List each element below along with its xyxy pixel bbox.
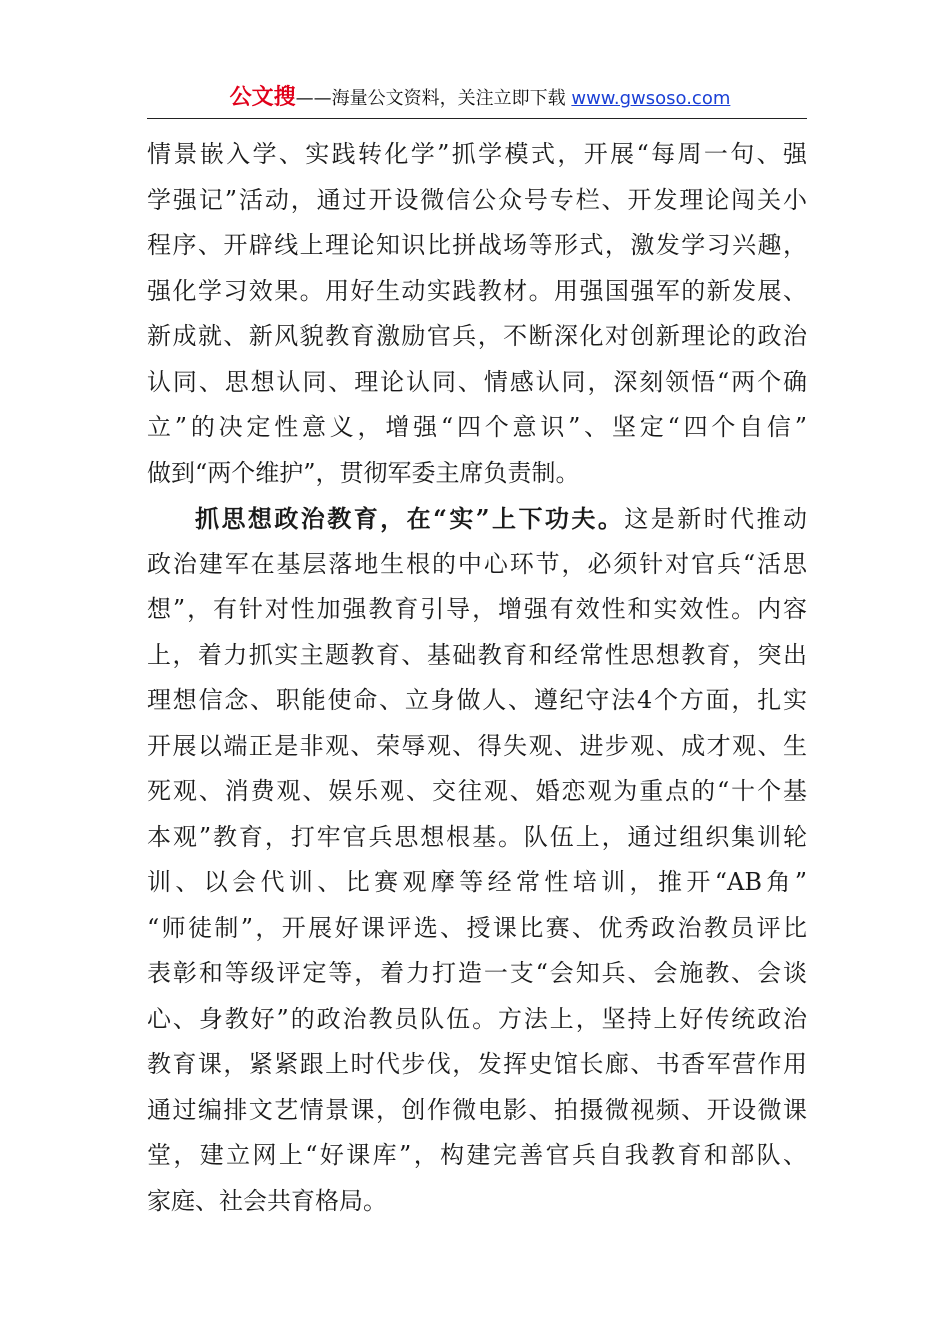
paragraph-1	[147, 132, 807, 496]
text-line: 强化学习效果。用好生动实践教材。用强国强军的新发展、	[147, 276, 807, 305]
text-line: 堂，建立网上“好课库”，构建完善官兵自我教育和部队、	[147, 1141, 807, 1169]
text-line: 程序、开辟线上理论知识比拼战场等形式，激发学习兴趣，	[147, 231, 807, 259]
text-line: 上，着力抓实主题教育、基础教育和经常性思想教育，突出	[147, 640, 807, 669]
text-line: 想”，有针对性加强教育引导，增强有效性和实效性。内容	[147, 595, 807, 623]
text-line: 立”的决定性意义，增强“四个意识”、坚定“四个自信”	[147, 413, 807, 441]
paragraph-2-first-line	[147, 496, 807, 542]
text-line: 理想信念、职能使命、立身做人、遵纪守法4个方面，扎实	[147, 686, 807, 714]
header-divider	[147, 118, 807, 119]
section-heading: 抓思想政治教育，在“实”上下功夫。	[195, 504, 625, 533]
text-line: 训、以会代训、比赛观摩等经常性培训，推开“AB角”	[147, 868, 807, 896]
text-line: 心、身教好”的政治教员队伍。方法上，坚持上好传统政治	[147, 1004, 807, 1033]
page-header	[150, 80, 810, 116]
text-line: 新成就、新风貌教育激励官兵，不断深化对创新理论的政治	[147, 322, 807, 350]
text-line: 本观”教育，打牢官兵思想根基。队伍上，通过组织集训轮	[147, 822, 807, 851]
text-line: “师徒制”，开展好课评选、授课比赛、优秀政治教员评比	[147, 913, 807, 942]
document-body	[147, 132, 807, 1224]
text-line: 做到“两个维护”，贯彻军委主席负责制。	[147, 458, 580, 487]
text-line: 表彰和等级评定等，着力打造一支“会知兵、会施教、会谈	[147, 959, 807, 987]
text-span: 这是新时代推动	[624, 505, 808, 533]
text-line: 情景嵌入学、实践转化学”抓学模式，开展“每周一句、强	[147, 140, 807, 168]
text-line: 教育课，紧紧跟上时代步伐，发挥史馆长廊、书香军营作用	[147, 1050, 807, 1078]
text-line: 死观、消费观、娱乐观、交往观、婚恋观为重点的“十个基	[147, 777, 807, 805]
text-line: 政治建军在基层落地生根的中心环节，必须针对官兵“活思	[147, 549, 807, 578]
text-line: 家庭、社会共育格局。	[147, 1186, 387, 1215]
text-line: 学强记”活动，通过开设微信公众号专栏、开发理论闯关小	[147, 185, 807, 214]
text-line: 通过编排文艺情景课，创作微电影、拍摄微视频、开设微课	[147, 1095, 807, 1124]
text-line: 认同、思想认同、理论认同、情感认同，深刻领悟“两个确	[147, 367, 807, 396]
site-link[interactable]: www.gwsoso.com	[571, 88, 731, 109]
brand-logo-text: 公文搜	[229, 85, 296, 110]
header-tagline: ——海量公文资料，关注立即下载	[295, 88, 566, 109]
text-line: 开展以端正是非观、荣辱观、得失观、进步观、成才观、生	[147, 731, 807, 760]
paragraph-2	[147, 496, 807, 1224]
